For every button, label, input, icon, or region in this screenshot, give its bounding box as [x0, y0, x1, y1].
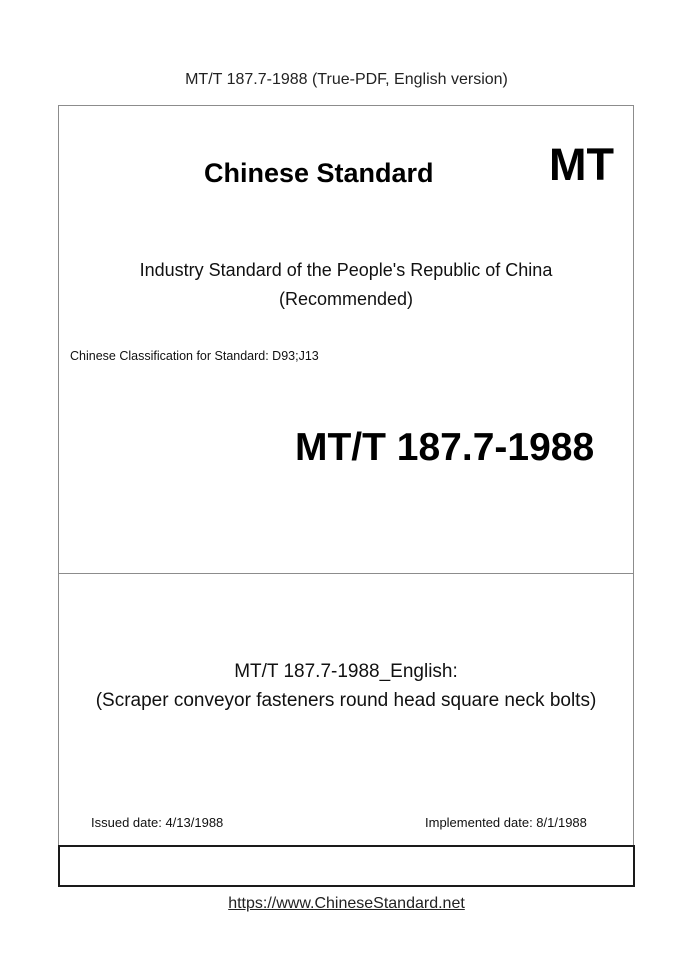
status-line: (Recommended) [278, 289, 414, 309]
bottom-box [58, 845, 635, 887]
issued-date: Issued date: 4/13/1988 [91, 815, 224, 830]
english-title: MT/T 187.7-1988_English: [234, 661, 458, 682]
implemented-date: Implemented date: 8/1/1988 [425, 815, 587, 830]
english-subtitle: (Scraper conveyor fasteners round head square neck bolts) [95, 690, 597, 711]
cover-frame [58, 105, 634, 846]
standard-number: MT/T 187.7-1988 [295, 426, 595, 469]
issuer-line: Industry Standard of the People's Republic of China [139, 260, 553, 280]
section-divider [58, 573, 634, 574]
website-link[interactable]: https://www.ChineseStandard.net [228, 895, 465, 912]
chinese-standard-label: Chinese Standard [204, 158, 434, 188]
document-header-title: MT/T 187.7-1988 (True-PDF, English version) [185, 71, 508, 88]
standard-code: MT [549, 139, 614, 190]
classification-text: Chinese Classification for Standard: D93;J13 [70, 349, 319, 363]
